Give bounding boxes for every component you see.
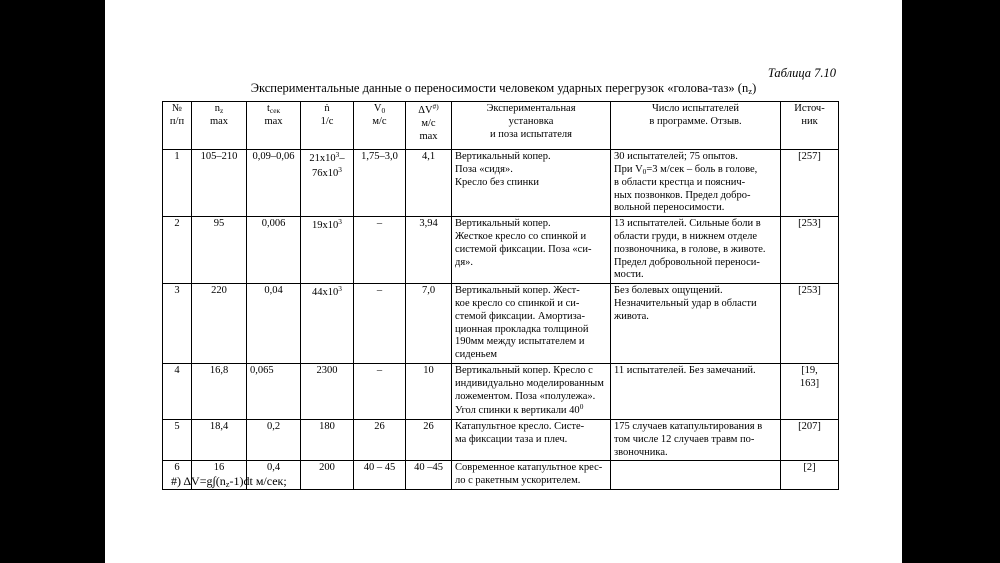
cell-setup: Катапультное кресло. Систе- ма фиксации таза и плеч. — [452, 420, 611, 461]
subjects-a: 30 испытателей; 75 опытов. При V — [614, 151, 738, 175]
header-subjects: Число испытателей в программе. Отзыв. — [611, 102, 781, 150]
cell-subjects: 11 испытателей. Без замечаний. — [611, 363, 781, 419]
cell-t: 0,2 — [247, 420, 301, 461]
header-t — [247, 102, 301, 150]
table-row — [163, 363, 839, 419]
header-row — [163, 102, 839, 150]
cell-v0: – — [354, 284, 406, 364]
cell-nz: 16 — [192, 461, 247, 490]
cell-subjects: 13 испытателей. Сильные боли в области груди, в нижнем отделе позвоночника, в голове, в животе. Предел добровольной переноси- мости. — [611, 217, 781, 284]
header-source: Источ- ник — [781, 102, 839, 150]
footnote-lead: #) ΔV=g∫(n — [171, 474, 226, 488]
cell-dv: 26 — [406, 420, 452, 461]
cell-v0: – — [354, 363, 406, 419]
table-row — [163, 217, 839, 284]
cell-setup: Вертикальный копер. Жесткое кресло со спинкой и системой фиксации. Поза «си- дя». — [452, 217, 611, 284]
table-row — [163, 420, 839, 461]
cell-num: 1 — [163, 150, 192, 217]
cell-num: 5 — [163, 420, 192, 461]
cell-ndot: 180 — [301, 420, 354, 461]
cell-num: 4 — [163, 363, 192, 419]
cell-dv: 10 — [406, 363, 452, 419]
cell-v0: 26 — [354, 420, 406, 461]
cell-dv: 7,0 — [406, 284, 452, 364]
header-dv — [406, 102, 452, 150]
subjects-sub: 0 — [642, 166, 647, 176]
table-number: Таблица 7.10 — [767, 66, 836, 80]
cell-nz: 105–210 — [192, 150, 247, 217]
cell-setup: Современное катапультное крес- ло с ракетным ускорителем. — [452, 461, 611, 490]
ndot: 44x10 — [312, 287, 339, 299]
header-v0 — [354, 102, 406, 150]
setup-sup: 0 — [579, 402, 584, 412]
cell-ndot: 2300 — [301, 363, 354, 419]
header-dv-unit: м/с max — [419, 117, 438, 142]
cell-ndot — [301, 150, 354, 217]
cell-dv: 40 –45 — [406, 461, 452, 490]
caption-end: ) — [752, 81, 757, 95]
setup-a: Вертикальный копер. Кресло с индивидуально моделированным ложементом. Поза «полулежа». Угол спинки к вертикали 40 — [455, 364, 604, 417]
cell-subjects: Без болевых ощущений. Незначительный удар в области живота. — [611, 284, 781, 364]
header-nz-sub: z — [219, 106, 224, 115]
cell-setup: Вертикальный копер. Поза «сидя». Кресло без спинки — [452, 150, 611, 217]
cell-num: 2 — [163, 217, 192, 284]
subjects-b: =3 м/сек – боль в голове, в области крестца и пояснич- ных позвонков. Предел добро- вольной переносимости. — [614, 163, 758, 214]
cell-source: [253] — [781, 284, 839, 364]
cell-t: 0,006 — [247, 217, 301, 284]
header-num: № п/п — [163, 102, 192, 150]
ndot-b: 76x10 — [312, 167, 339, 179]
cell-source: [257] — [781, 150, 839, 217]
cell-ndot — [301, 284, 354, 364]
cell-dv: 4,1 — [406, 150, 452, 217]
header-nz-main: n — [214, 103, 220, 114]
data-table — [162, 101, 839, 490]
footnote-tail: -1)dt м/сек; — [229, 474, 287, 488]
cell-t: 0,04 — [247, 284, 301, 364]
ndot-a-tail: – — [339, 153, 345, 164]
cell-t: 0,09–0,06 — [247, 150, 301, 217]
cell-setup — [452, 363, 611, 419]
header-ndot — [301, 102, 354, 150]
caption-subscript: z — [748, 86, 753, 96]
cell-dv: 3,94 — [406, 217, 452, 284]
table-row — [163, 150, 839, 217]
header-nz-max: max — [209, 115, 229, 127]
header-ndot-unit: 1/с — [320, 115, 334, 127]
cell-subjects: 175 случаев катапультирования в том числе 12 случаев травм по- звоночника. — [611, 420, 781, 461]
caption-text: Экспериментальные данные о переносимости человеком ударных перегрузок «голова-таз» (n — [250, 81, 749, 95]
header-v0-main: V — [373, 103, 382, 114]
ndot-exp: 3 — [338, 217, 342, 227]
header-v0-sub: 0 — [381, 106, 386, 115]
cell-t: 0,4 — [247, 461, 301, 490]
ndot-a-exp: 3 — [335, 150, 340, 159]
footnote-sub: z — [225, 480, 230, 489]
ndot: 19x10 — [312, 220, 339, 232]
header-t-sub: сек — [269, 106, 281, 115]
ndot-exp: 3 — [338, 284, 342, 294]
cell-source: [207] — [781, 420, 839, 461]
cell-source: [2] — [781, 461, 839, 490]
footnote — [171, 474, 287, 489]
ndot-a: 21x10 — [309, 153, 336, 164]
cell-num: 6 — [163, 461, 192, 490]
cell-v0: 40 – 45 — [354, 461, 406, 490]
cell-nz: 16,8 — [192, 363, 247, 419]
cell-ndot: 200 — [301, 461, 354, 490]
cell-source: [253] — [781, 217, 839, 284]
cell-num: 3 — [163, 284, 192, 364]
table-row — [163, 284, 839, 364]
cell-ndot — [301, 217, 354, 284]
header-dv-sup: #) — [432, 102, 439, 111]
cell-t: 0,065 — [247, 363, 301, 419]
ndot-b-exp: 3 — [338, 164, 342, 174]
cell-v0: 1,75–3,0 — [354, 150, 406, 217]
cell-setup: Вертикальный копер. Жест- кое кресло со спинкой и си- стемой фиксации. Амортиза- ционная прокладка толщиной 190мм между испытателем и сиденьем — [452, 284, 611, 364]
header-ndot-main: ṅ — [324, 103, 330, 114]
header-dv-main: ΔV — [418, 105, 433, 116]
cell-nz: 95 — [192, 217, 247, 284]
cell-nz: 18,4 — [192, 420, 247, 461]
cell-subjects — [611, 461, 781, 490]
document-page — [105, 0, 902, 563]
cell-subjects — [611, 150, 781, 217]
table-caption — [105, 81, 902, 96]
cell-source: [19, 163] — [781, 363, 839, 419]
header-setup: Экспериментальная установка и поза испытателя — [452, 102, 611, 150]
header-nz — [192, 102, 247, 150]
header-t-max: max — [264, 115, 283, 127]
cell-v0: – — [354, 217, 406, 284]
header-t-main: t — [266, 103, 270, 114]
header-v0-unit: м/с — [372, 115, 387, 127]
cell-nz: 220 — [192, 284, 247, 364]
